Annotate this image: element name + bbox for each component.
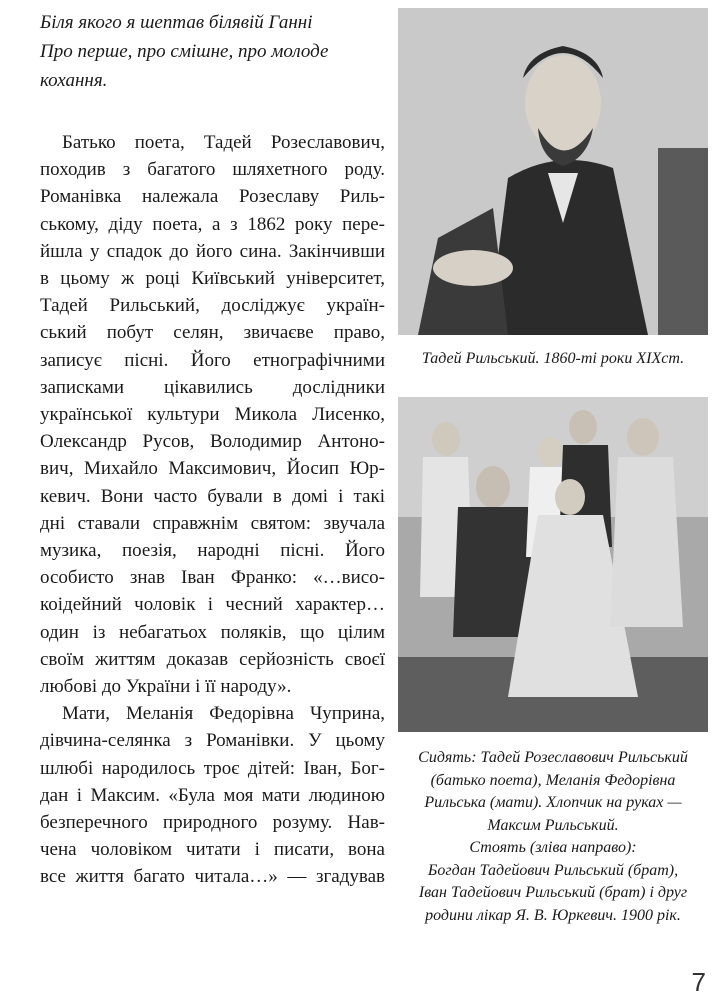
poem-epigraph	[40, 8, 385, 95]
body-line: записками цікавились дослідники	[40, 376, 385, 398]
body-line: дні ставали справжнім святом: звучала	[40, 512, 385, 534]
poem-line: Про перше, про смішне, про молоде	[40, 41, 329, 62]
body-line: ському, діду поета, а з 1862 року пере-	[40, 213, 385, 235]
family-caption	[392, 747, 714, 927]
body-line: один із небагатьох поляків, що цілим	[40, 621, 385, 643]
body-line: дівчина-селянка з Романівки. У цьому	[40, 730, 385, 752]
body-line: любові до України і її народу».	[40, 676, 292, 698]
body-line: все життя багато читала…» — згадував	[40, 866, 385, 888]
caption-line: Іван Тадейович Рильський (брат) і друг	[418, 884, 688, 901]
caption-line: родини лікар Я. В. Юркевич. 1900 рік.	[425, 906, 681, 924]
family-photo	[398, 397, 708, 732]
body-line: безперечного природного розуму. Нав-	[40, 812, 385, 834]
caption-line: Стоять (зліва направо):	[469, 839, 637, 856]
text-column	[40, 8, 385, 891]
body-line: ський побут селян, звичаєве право,	[40, 322, 385, 344]
body-line: чена чоловіком читати і писати, вона	[40, 839, 385, 861]
body-line: особисто знав Іван Франко: «…висо-	[40, 567, 385, 589]
poem-line: кохання.	[40, 70, 108, 91]
body-line: записує пісні. Його етнографічними	[40, 349, 385, 371]
body-line: Тадей Рильський, досліджує україн-	[40, 295, 385, 317]
family-illustration	[398, 397, 708, 732]
body-line: Олександр Русов, Володимир Антоно-	[40, 431, 385, 453]
body-line: коідейний чоловік і чесний характер…	[40, 594, 385, 616]
caption-line: (батько поета), Меланія Федорівна	[430, 771, 676, 789]
body-line: походив з багатого шляхетного роду.	[40, 159, 385, 181]
body-line: йшла у спадок до його сина. Закінчивши	[40, 240, 385, 262]
caption-line: Максим Рильський.	[487, 816, 619, 834]
body-line: Батько поета, Тадей Розеславович,	[62, 132, 385, 153]
portrait-photo	[398, 8, 708, 335]
caption-line: Богдан Тадейович Рильський (брат),	[427, 861, 679, 879]
body-line: Мати, Меланія Федорівна Чуприна,	[62, 703, 385, 725]
body-line: своїм життям доказав серйозність своєї	[40, 648, 385, 670]
body-line: Романівка належала Розеславу Риль-	[40, 186, 385, 208]
page-number: 7	[691, 967, 706, 997]
poem-line: Біля якого я шептав білявій Ганні	[40, 12, 313, 33]
portrait-caption: Тадей Рильський. 1860-ті роки ХІХст.	[421, 350, 685, 367]
body-line: шлюбі народилось троє дітей: Іван, Бог-	[40, 757, 385, 779]
body-line: української культури Микола Лисенко,	[40, 404, 385, 426]
caption-line: Рильська (мати). Хлопчик на руках —	[424, 794, 682, 811]
body-line: дан і Максим. «Була моя мати людиною	[40, 784, 385, 806]
portrait-illustration	[398, 8, 708, 335]
body-line: музика, поезія, народні пісні. Його	[40, 540, 385, 562]
body-line: вич, Михайло Максимович, Йосип Юр-	[40, 458, 385, 480]
body-line: кевич. Вони часто бували в домі і такі	[40, 485, 385, 507]
body-line: в цьому ж році Київський університет,	[40, 268, 385, 290]
body-text	[40, 129, 385, 891]
caption-line: Сидять: Тадей Розеславович Рильський	[418, 749, 688, 766]
